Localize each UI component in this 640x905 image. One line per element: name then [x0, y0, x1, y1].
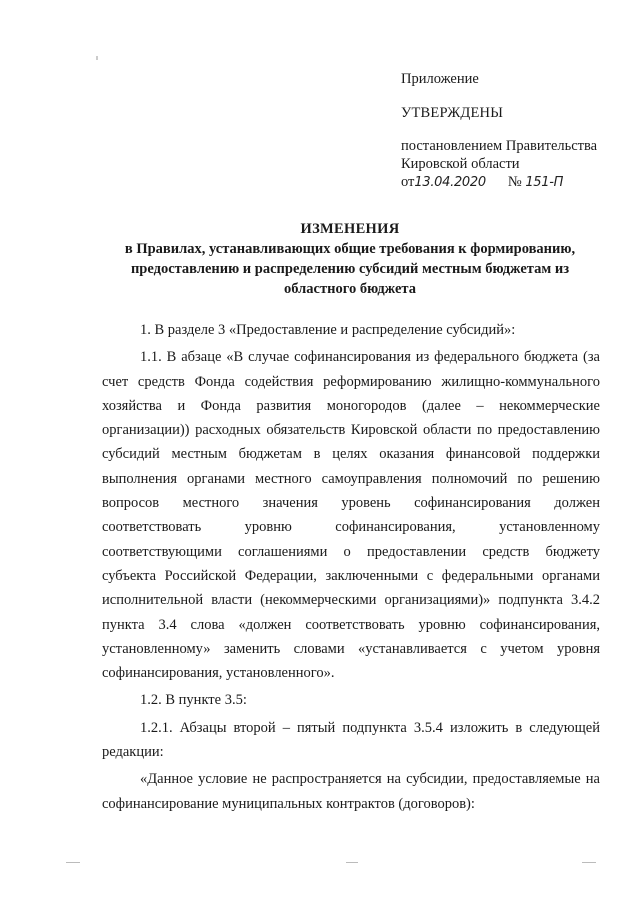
paragraph-5-line: софинансирование муниципальных контрактов (договоров): [102, 795, 475, 812]
paragraph-2-line: субъекта Российской Федерации, заключенными с федеральными органами [102, 567, 600, 584]
paragraph-2-line: вопросов местного значения уровень софинансирования должен [102, 495, 600, 512]
title-subtitle-line: предоставлению и распределению субсидий местным бюджетам из [130, 261, 570, 277]
paragraph-2-line: установленному» заменить словами «устанавливается с учетом уровня [102, 640, 600, 657]
date-prefix: от [401, 174, 415, 190]
document-title [100, 219, 600, 299]
handwritten-number: 151-П [525, 175, 564, 190]
paragraph-2-line: счет средств Фонда содействия реформированию жилищно-коммунального [102, 373, 600, 390]
paragraph-3: 1.2. В пункте 3.5: [140, 692, 247, 709]
paragraph-5-line: «Данное условие не распространяется на субсидии, предоставляемые на [140, 771, 600, 788]
paragraph-2-line: организации)) расходных обязательств Кировской области по предоставлению [102, 422, 600, 439]
approval-block [401, 70, 631, 192]
paragraph-2-line: выполнения органами местного самоуправления полномочий по решению [102, 470, 600, 487]
paragraph-4-line: 1.2.1. Абзацы второй – пятый подпункта 3.5.4 изложить в следующей [140, 719, 600, 736]
handwritten-date: 13.04.2020 [414, 175, 486, 190]
approved-label: УТВЕРЖДЕНЫ [401, 105, 504, 121]
scan-artifact [96, 56, 98, 60]
paragraph-2-line: соответствующими соглашениями о предоставлении средств бюджету [102, 543, 600, 560]
paragraph-2-line: исполнительной власти (некоммерческими организациями)» подпункта 3.4.2 [102, 592, 600, 609]
title-heading: ИЗМЕНЕНИЯ [300, 221, 400, 237]
scan-artifact [582, 862, 596, 863]
paragraph-2-line: соответствовать уровню софинансирования, установленному [102, 519, 600, 536]
paragraph-2-line: хозяйства и Фонда развития моногородов (далее – некоммерческие [102, 397, 600, 414]
decree-line-2: Кировской области [401, 156, 520, 172]
paragraph-2-line: 1.1. В абзаце «В случае софинансирования из федерального бюджета (за [140, 349, 600, 366]
title-subtitle-line: областного бюджета [284, 281, 416, 297]
decree-date-number [401, 173, 631, 192]
document-body [102, 318, 600, 816]
decree-line-1: постановлением Правительства [401, 138, 598, 154]
scan-artifact [346, 862, 358, 863]
paragraph-2-line: пункта 3.4 слова «должен соответствовать уровню софинансирования, [102, 616, 600, 633]
paragraph-2-line: субсидий местным бюджетам в целях оказания финансовой поддержки [102, 446, 600, 463]
paragraph-4-line: редакции: [102, 744, 164, 761]
number-prefix: № [507, 174, 522, 190]
appendix-label: Приложение [401, 71, 479, 87]
title-subtitle-line: в Правилах, устанавливающих общие требования к формированию, [124, 241, 576, 257]
scan-artifact [66, 862, 80, 863]
paragraph-2-line: софинансирования, установленного». [102, 665, 335, 682]
paragraph-1: 1. В разделе 3 «Предоставление и распределение субсидий»: [140, 322, 516, 338]
